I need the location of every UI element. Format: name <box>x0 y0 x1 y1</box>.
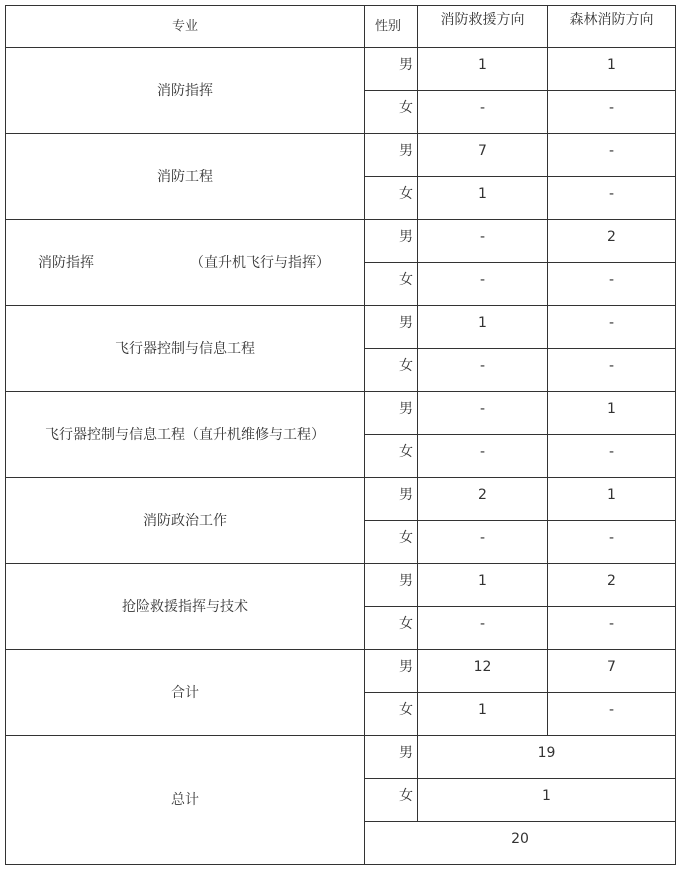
subtotal-row <box>6 650 676 693</box>
value-cell: 2 <box>548 220 676 263</box>
gender-male: 男 <box>365 220 418 263</box>
value-cell: 1 <box>418 564 548 607</box>
gender-female: 女 <box>365 177 418 220</box>
table-row <box>6 478 676 521</box>
value-cell: - <box>548 91 676 134</box>
table-row <box>6 220 676 263</box>
major-name <box>6 220 365 306</box>
value-cell: 1 <box>418 48 548 91</box>
value-cell: - <box>548 693 676 736</box>
major-name: 消防政治工作 <box>6 478 365 564</box>
major-name-part-a: 消防指挥 <box>38 254 94 271</box>
value-cell: 1 <box>548 392 676 435</box>
value-cell: - <box>548 134 676 177</box>
value-cell: 12 <box>418 650 548 693</box>
table-row <box>6 392 676 435</box>
value-cell: - <box>418 607 548 650</box>
gender-female: 女 <box>365 521 418 564</box>
table-row <box>6 564 676 607</box>
value-cell: - <box>418 91 548 134</box>
gender-female: 女 <box>365 91 418 134</box>
total-label: 总计 <box>6 736 365 865</box>
value-cell: 1 <box>548 48 676 91</box>
total-male-value: 19 <box>418 736 676 779</box>
major-name-part-b: （直升机飞行与指挥） <box>190 254 330 271</box>
gender-male: 男 <box>365 392 418 435</box>
header-gender: 性别 <box>365 6 418 48</box>
major-name: 飞行器控制与信息工程（直升机维修与工程） <box>6 392 365 478</box>
value-cell: - <box>418 349 548 392</box>
value-cell: 2 <box>418 478 548 521</box>
table-row <box>6 48 676 91</box>
value-cell: - <box>548 263 676 306</box>
value-cell: 7 <box>418 134 548 177</box>
gender-male: 男 <box>365 736 418 779</box>
gender-male: 男 <box>365 134 418 177</box>
total-female-value: 1 <box>418 779 676 822</box>
major-name: 抢险救援指挥与技术 <box>6 564 365 650</box>
gender-male: 男 <box>365 650 418 693</box>
value-cell: - <box>548 177 676 220</box>
major-name: 消防指挥 <box>6 48 365 134</box>
subtotal-label: 合计 <box>6 650 365 736</box>
total-row <box>6 736 676 779</box>
gender-male: 男 <box>365 306 418 349</box>
value-cell: 7 <box>548 650 676 693</box>
value-cell: - <box>548 607 676 650</box>
value-cell: - <box>418 263 548 306</box>
value-cell: 1 <box>418 177 548 220</box>
value-cell: 2 <box>548 564 676 607</box>
header-row <box>6 6 676 48</box>
major-name: 消防工程 <box>6 134 365 220</box>
header-forest-fire: 森林消防方向 <box>548 6 676 48</box>
value-cell: 1 <box>548 478 676 521</box>
gender-female: 女 <box>365 779 418 822</box>
header-fire-rescue: 消防救援方向 <box>418 6 548 48</box>
gender-female: 女 <box>365 607 418 650</box>
gender-male: 男 <box>365 48 418 91</box>
value-cell: - <box>548 306 676 349</box>
gender-female: 女 <box>365 693 418 736</box>
major-name: 飞行器控制与信息工程 <box>6 306 365 392</box>
value-cell: - <box>418 392 548 435</box>
header-major: 专业 <box>6 6 365 48</box>
gender-male: 男 <box>365 564 418 607</box>
value-cell: - <box>548 521 676 564</box>
value-cell: - <box>418 435 548 478</box>
value-cell: - <box>548 349 676 392</box>
value-cell: 1 <box>418 306 548 349</box>
value-cell: - <box>548 435 676 478</box>
enrollment-table <box>5 5 676 865</box>
value-cell: - <box>418 220 548 263</box>
table-row <box>6 306 676 349</box>
table-row <box>6 134 676 177</box>
gender-male: 男 <box>365 478 418 521</box>
grand-total-value: 20 <box>365 822 676 865</box>
gender-female: 女 <box>365 435 418 478</box>
gender-female: 女 <box>365 263 418 306</box>
value-cell: - <box>418 521 548 564</box>
value-cell: 1 <box>418 693 548 736</box>
gender-female: 女 <box>365 349 418 392</box>
